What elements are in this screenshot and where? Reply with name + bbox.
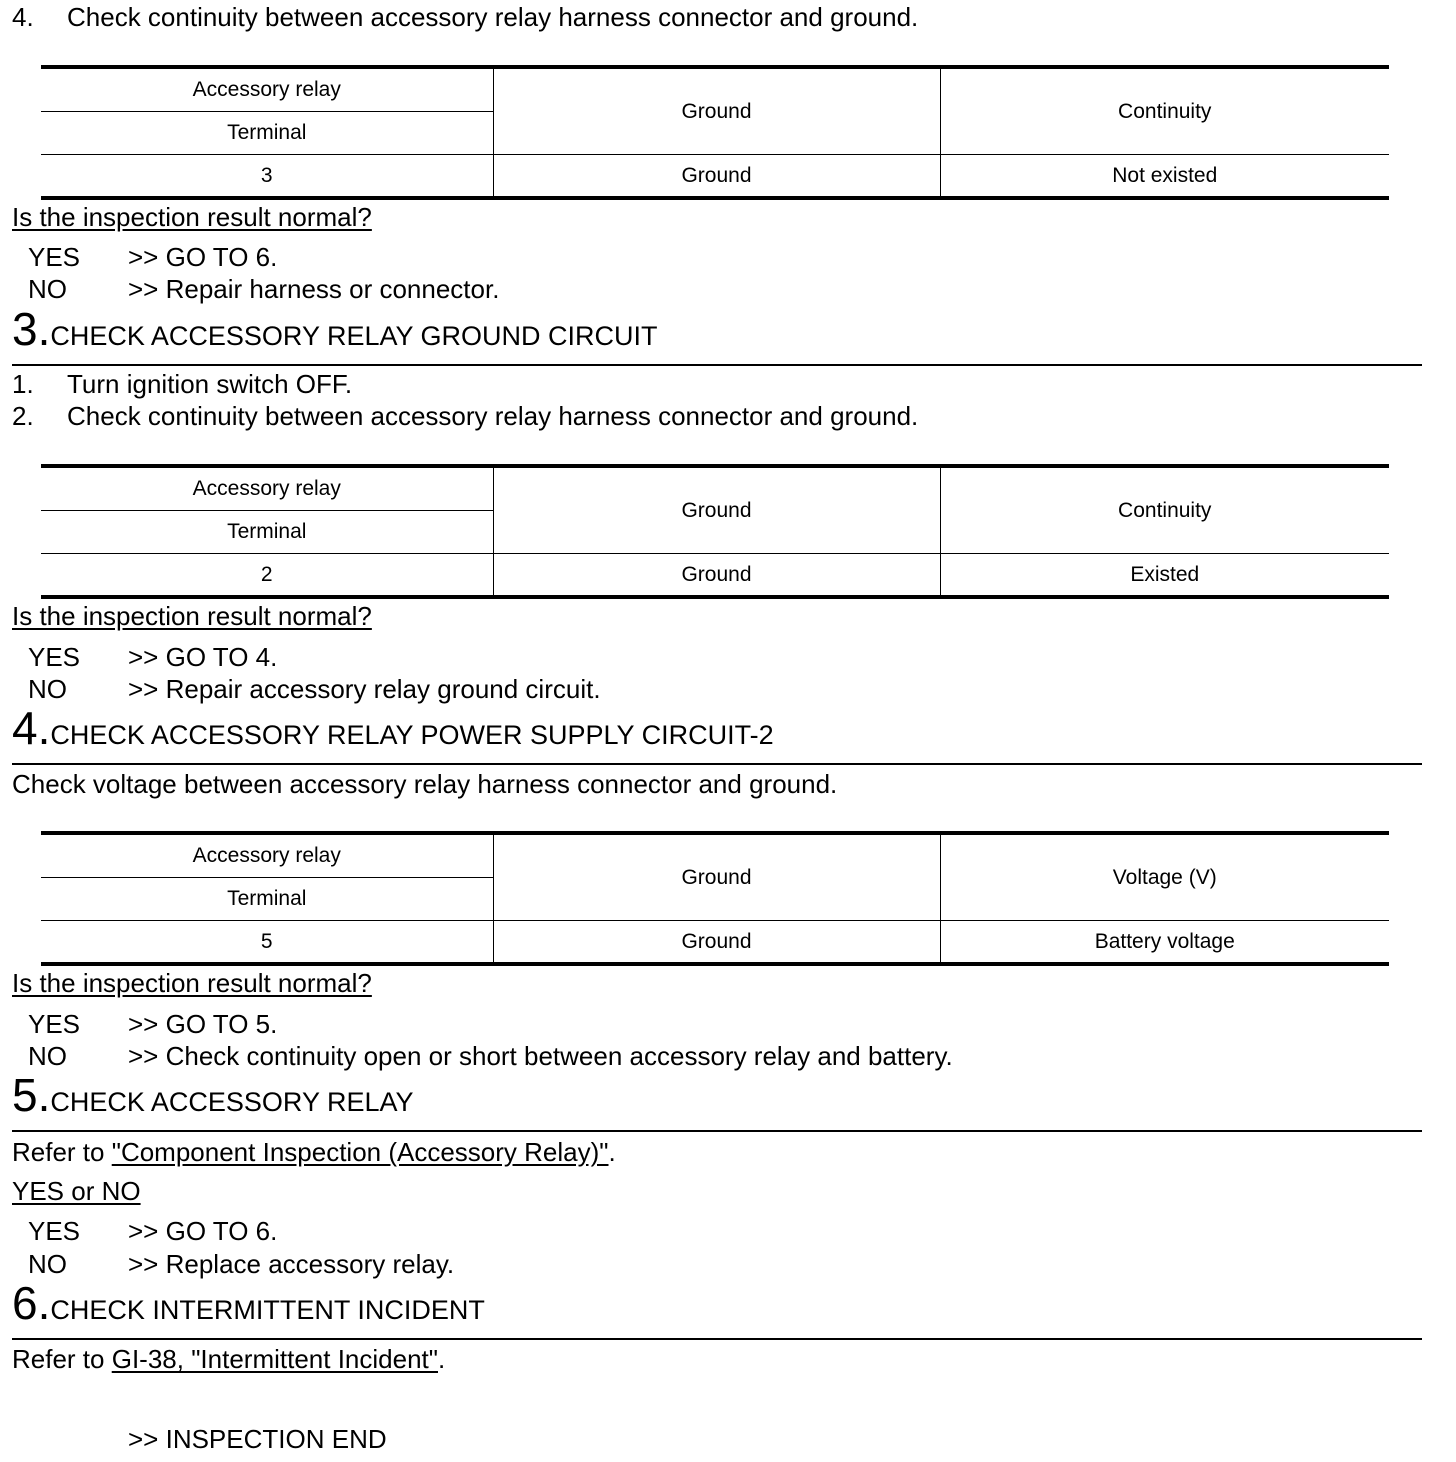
no-action: >> Replace accessory relay. (128, 1249, 455, 1279)
yes-label: YES (28, 1216, 81, 1246)
step-heading (12, 1277, 485, 1330)
section-divider (12, 364, 1422, 366)
refer-suffix: . (608, 1137, 616, 1167)
yes-label: YES (28, 1009, 81, 1039)
inspection-question: Is the inspection result normal? (12, 968, 372, 998)
table-cell-continuity: Existed (940, 554, 1389, 598)
table-header-ground: Ground (493, 67, 940, 155)
table-cell-ground: Ground (493, 155, 940, 199)
step-heading (12, 303, 658, 356)
step-heading (12, 1069, 414, 1122)
no-label: NO (28, 274, 67, 304)
table-header-terminal: Terminal (227, 887, 307, 910)
table-header-continuity: Continuity (940, 466, 1389, 554)
inspection-end: >> INSPECTION END (128, 1424, 387, 1454)
component-inspection-link[interactable]: "Component Inspection (Accessory Relay)" (111, 1137, 609, 1167)
list-text: Turn ignition switch OFF. (67, 369, 353, 399)
table-cell-continuity: Not existed (940, 155, 1389, 199)
step-heading (12, 702, 774, 755)
step-title: CHECK INTERMITTENT INCIDENT (50, 1295, 485, 1325)
table-row (41, 554, 1389, 598)
no-row (0, 1249, 1456, 1279)
yes-action: >> GO TO 6. (128, 1216, 278, 1246)
step-number: 4. (12, 702, 51, 754)
table-header-accessory-relay: Accessory relay (41, 67, 493, 112)
table-cell-ground: Ground (493, 921, 940, 965)
step-number: 3. (12, 303, 51, 355)
yes-row (0, 642, 1456, 672)
yes-row (0, 242, 1456, 272)
table-header-terminal: Terminal (227, 121, 307, 144)
voltage-table (41, 831, 1389, 966)
table-header-accessory-relay: Accessory relay (41, 466, 493, 511)
no-label: NO (28, 674, 67, 704)
table-cell-terminal: 3 (41, 155, 493, 199)
yes-label: YES (28, 642, 81, 672)
table-cell-terminal: 2 (41, 554, 493, 598)
section-divider (12, 1338, 1422, 1340)
no-label: NO (28, 1249, 67, 1279)
step-title: CHECK ACCESSORY RELAY POWER SUPPLY CIRCUIT-2 (50, 720, 774, 750)
table-header-voltage: Voltage (V) (940, 833, 1389, 921)
table-header-ground: Ground (493, 833, 940, 921)
intermittent-incident-link[interactable]: GI-38, "Intermittent Incident" (111, 1344, 438, 1374)
inspection-question: Is the inspection result normal? (12, 601, 372, 631)
table-row (41, 155, 1389, 199)
refer-line (12, 1344, 445, 1374)
step-title: CHECK ACCESSORY RELAY (50, 1087, 414, 1117)
no-action: >> Repair accessory relay ground circuit. (128, 674, 601, 704)
table-header-ground: Ground (493, 466, 940, 554)
inspection-question: YES or NO (12, 1176, 141, 1206)
no-row (0, 1041, 1456, 1071)
yes-row (0, 1216, 1456, 1246)
section-divider (12, 763, 1422, 765)
inspection-question: Is the inspection result normal? (12, 202, 372, 232)
refer-suffix: . (438, 1344, 446, 1374)
no-action: >> Repair harness or connector. (128, 274, 500, 304)
table-header-terminal: Terminal (227, 520, 307, 543)
step-instruction: Check voltage between accessory relay harness connector and ground. (12, 769, 838, 799)
yes-row (0, 1009, 1456, 1039)
table-cell-terminal: 5 (41, 921, 493, 965)
step-number: 5. (12, 1069, 51, 1121)
yes-action: >> GO TO 6. (128, 242, 278, 272)
section-divider (12, 1130, 1422, 1132)
list-text: Check continuity between accessory relay harness connector and ground. (67, 2, 919, 32)
list-text: Check continuity between accessory relay harness connector and ground. (67, 401, 919, 431)
yes-action: >> GO TO 5. (128, 1009, 278, 1039)
table-cell-voltage: Battery voltage (940, 921, 1389, 965)
refer-line (12, 1137, 616, 1167)
no-action: >> Check continuity open or short between accessory relay and battery. (128, 1041, 953, 1071)
no-label: NO (28, 1041, 67, 1071)
table-cell-ground: Ground (493, 554, 940, 598)
table-header-continuity: Continuity (940, 67, 1389, 155)
yes-action: >> GO TO 4. (128, 642, 278, 672)
continuity-table (41, 65, 1389, 200)
table-header-accessory-relay: Accessory relay (41, 833, 493, 878)
step-number: 6. (12, 1277, 51, 1329)
list-number: 2. (12, 401, 34, 431)
step-title: CHECK ACCESSORY RELAY GROUND CIRCUIT (50, 321, 658, 351)
no-row (0, 274, 1456, 304)
refer-prefix: Refer to (12, 1344, 112, 1374)
list-number: 1. (12, 369, 34, 399)
refer-prefix: Refer to (12, 1137, 112, 1167)
continuity-table (41, 464, 1389, 599)
table-row (41, 921, 1389, 965)
yes-label: YES (28, 242, 81, 272)
no-row (0, 674, 1456, 704)
list-number: 4. (12, 2, 34, 32)
